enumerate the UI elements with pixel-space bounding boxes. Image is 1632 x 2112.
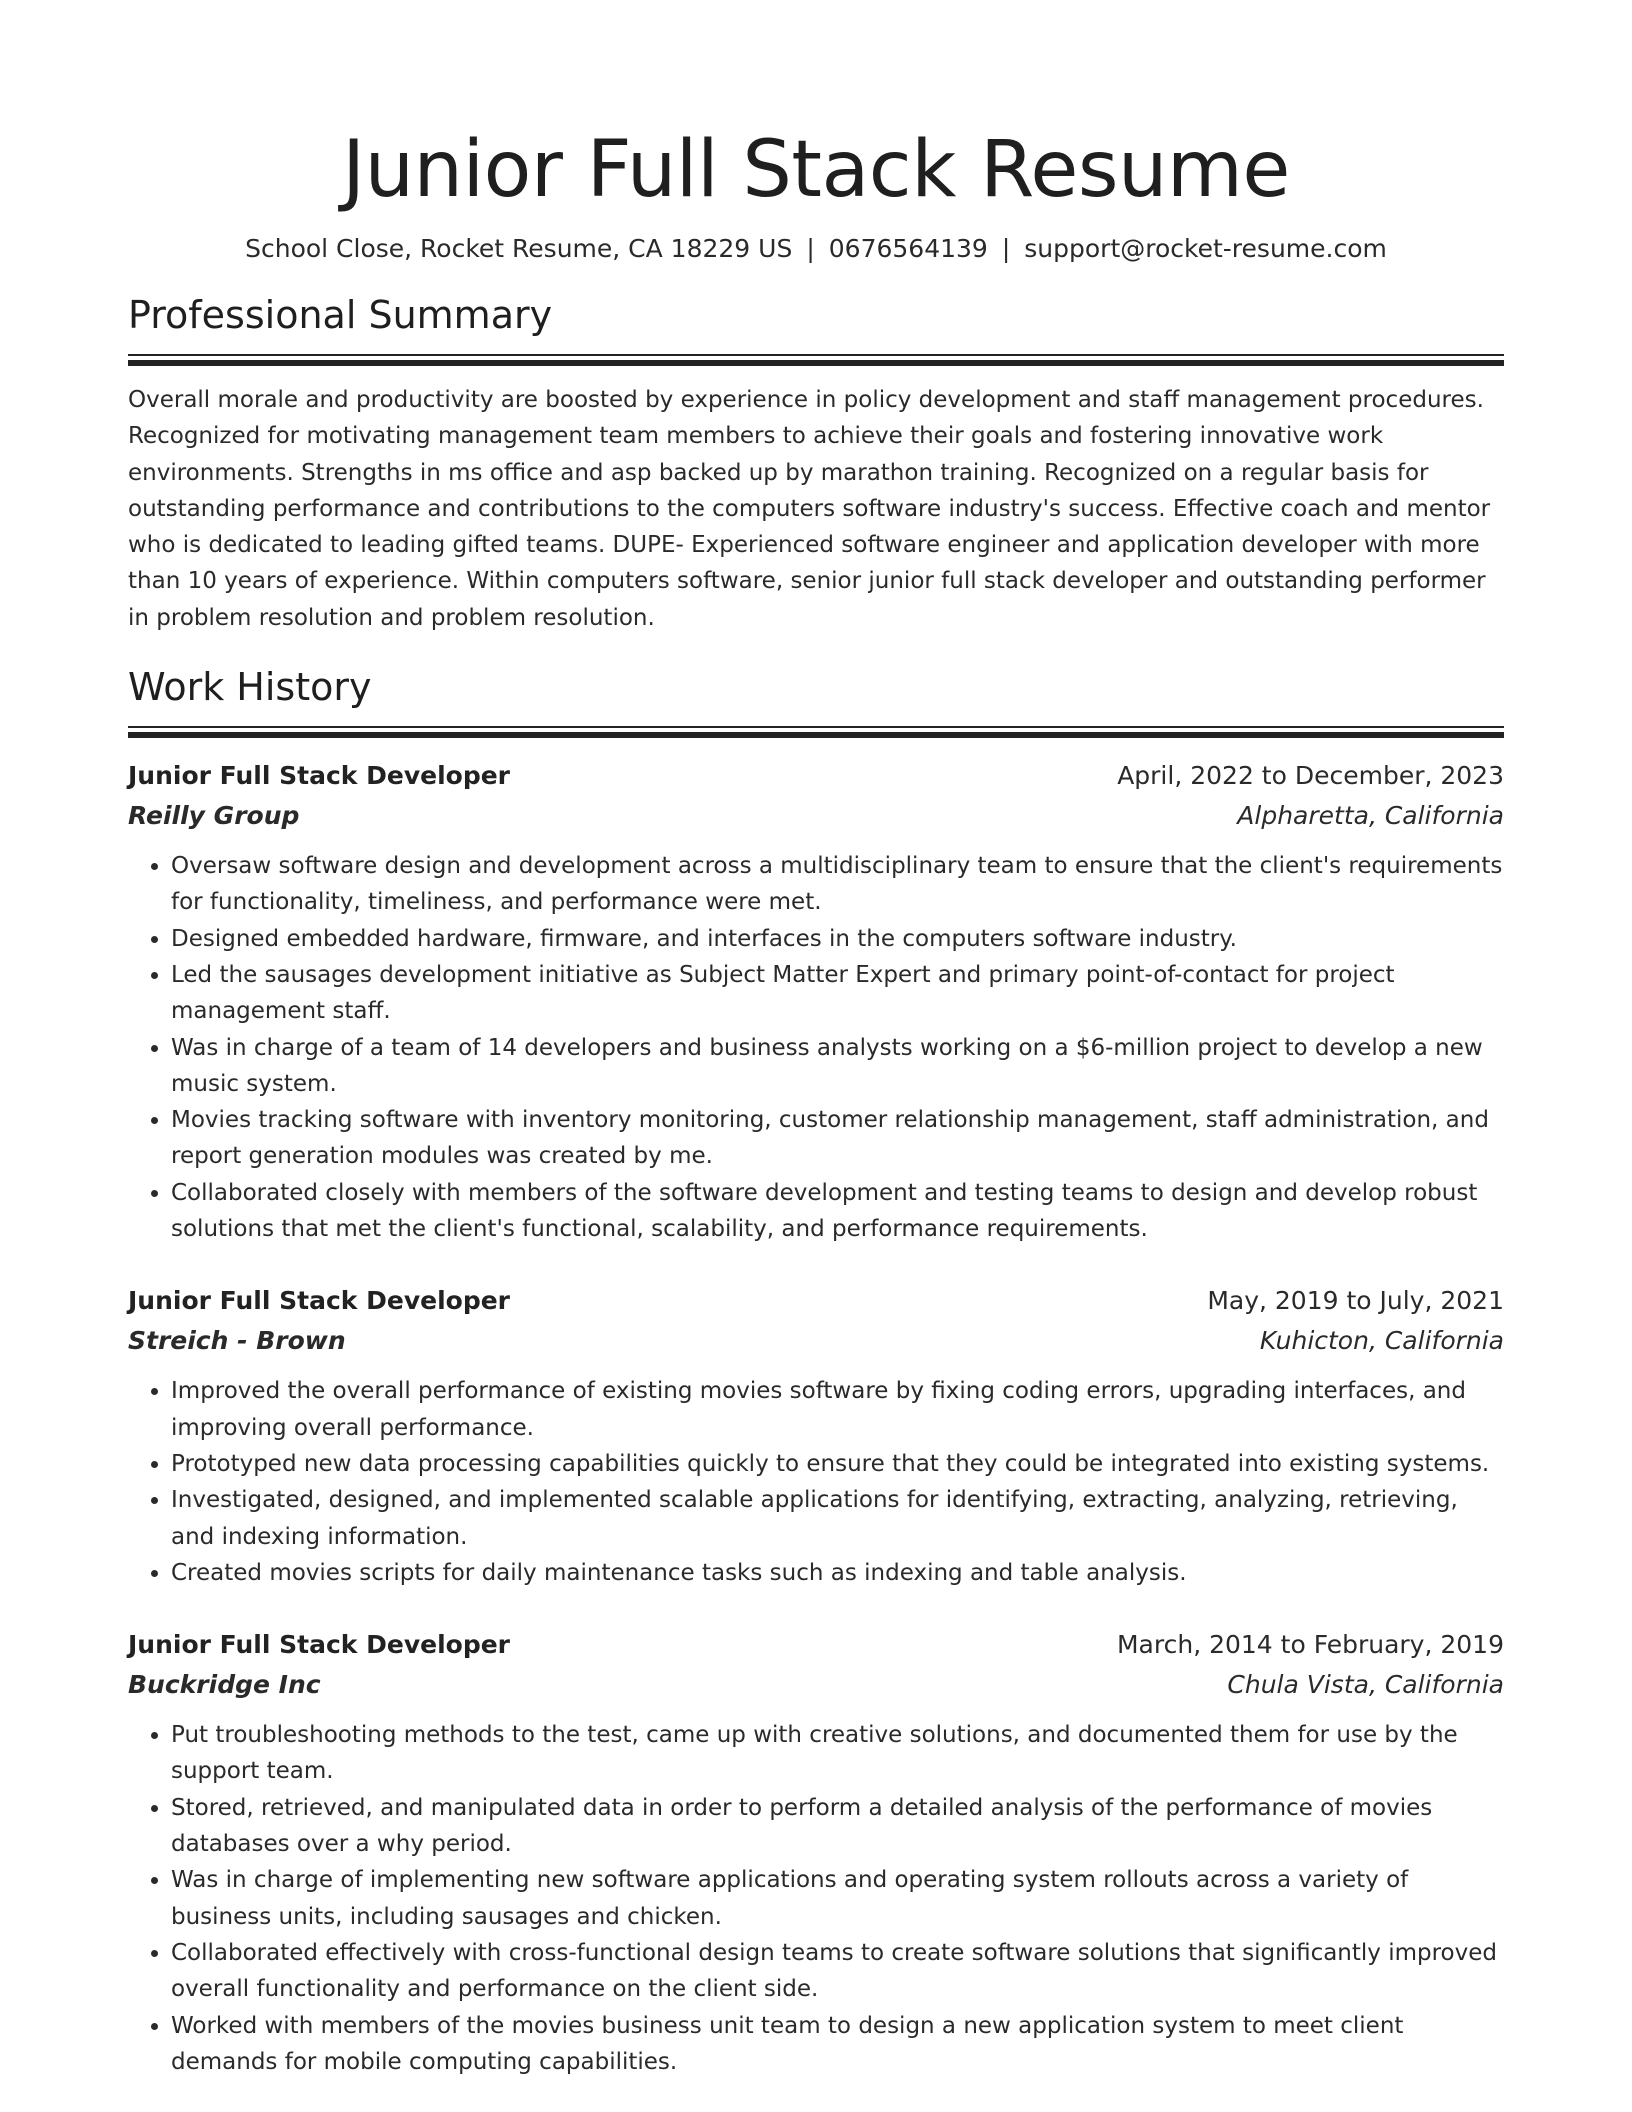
job-company: Streich - Brown [128,1326,346,1356]
job-entry [128,1281,1504,1591]
section-divider [128,726,1504,738]
job-bullet: • Movies tracking software with inventory monitoring, customer relationship management, staff administration, and report generation modules was created by me. [171,1102,1504,1175]
job-bullet: • Was in charge of a team of 14 developers and business analysts working on a $6-million project to develop a new music system. [171,1030,1504,1103]
job-subheader-row [128,1321,1504,1361]
job-dates: March, 2014 to February, 2019 [1116,1630,1504,1660]
job-company: Buckridge Inc [128,1670,321,1700]
section-heading-summary: Professional Summary [128,293,553,337]
job-location: Alpharetta, California [1237,801,1504,831]
job-subheader-row [128,796,1504,836]
contact-address: School Close, Rocket Resume, CA 18229 US [245,234,793,263]
job-company: Reilly Group [128,801,300,831]
job-bullet: • Improved the overall performance of existing movies software by fixing coding errors, upgrading interfaces, and improving overall performance. [171,1373,1504,1446]
job-dates: April, 2022 to December, 2023 [1117,761,1504,791]
summary-paragraph: Overall morale and productivity are boosted by experience in policy development and staff management procedures. Recognized for motivating management team members to achieve their goals and fostering innovative work environments. Strengths in ms office and asp backed up by marathon training. Recognized on a regular basis for outstanding performance and contributions to the computers software industry's success. Effective coach and mentor who is dedicated to leading gifted teams. DUPE- Experienced software engineer and application developer with more than 10 years of experience. Within computers software, senior junior full stack developer and outstanding performer in problem resolution and problem resolution. [128,387,1491,631]
job-location: Chula Vista, California [1227,1670,1504,1700]
contact-email: support@rocket-resume.com [1024,234,1387,263]
job-bullet: • Was in charge of implementing new software applications and operating system rollouts across a variety of business units, including sausages and chicken. [171,1862,1504,1935]
job-title: Junior Full Stack Developer [128,1286,511,1316]
job-bullet: • Worked with members of the movies business unit team to design a new application system to meet client demands for mobile computing capabilities. [171,2008,1504,2081]
job-bullet-list [128,1373,1504,1591]
contact-separator: | [806,234,815,263]
job-header-row [128,756,1504,796]
job-title: Junior Full Stack Developer [128,1630,511,1660]
job-bullet: • Created movies scripts for daily maintenance tasks such as indexing and table analysis. [171,1555,1504,1591]
contact-line [128,232,1504,266]
contact-phone: 0676564139 [828,234,988,263]
job-bullet: • Stored, retrieved, and manipulated data in order to perform a detailed analysis of the performance of movies databases over a why period. [171,1790,1504,1863]
job-bullet-list [128,1717,1504,2080]
job-bullet: • Collaborated effectively with cross-functional design teams to create software solutions that significantly improved overall functionality and performance on the client side. [171,1935,1504,2008]
job-bullet-list [128,848,1504,1247]
page-title: Junior Full Stack Resume [342,125,1290,215]
section-divider [128,354,1504,366]
section-heading-work: Work History [128,665,372,710]
job-bullet: • Investigated, designed, and implemented scalable applications for identifying, extracting, analyzing, retrieving, and indexing information. [171,1482,1504,1555]
resume-page [128,0,1504,2080]
job-bullet: • Prototyped new data processing capabilities quickly to ensure that they could be integrated into existing systems. [171,1446,1504,1482]
job-title: Junior Full Stack Developer [128,761,511,791]
work-history-section [128,662,1504,2080]
job-entry [128,756,1504,1247]
job-header-row [128,1281,1504,1321]
job-bullet: • Oversaw software design and development across a multidisciplinary team to ensure that the client's requirements for functionality, timeliness, and performance were met. [171,848,1504,921]
job-bullet: • Led the sausages development initiative as Subject Matter Expert and primary point-of-contact for project management staff. [171,957,1504,1030]
job-header-row [128,1625,1504,1665]
job-subheader-row [128,1665,1504,1705]
professional-summary-section [128,290,1504,636]
job-bullet: • Designed embedded hardware, firmware, and interfaces in the computers software industry. [171,921,1504,957]
contact-separator: | [1001,234,1011,263]
job-bullet: • Put troubleshooting methods to the test, came up with creative solutions, and documented them for use by the support team. [171,1717,1504,1790]
job-dates: May, 2019 to July, 2021 [1207,1286,1504,1316]
job-bullet: • Collaborated closely with members of the software development and testing teams to design and develop robust solutions that met the client's functional, scalability, and performance requirements. [171,1175,1504,1248]
job-location: Kuhicton, California [1259,1326,1504,1356]
job-entry [128,1625,1504,2080]
